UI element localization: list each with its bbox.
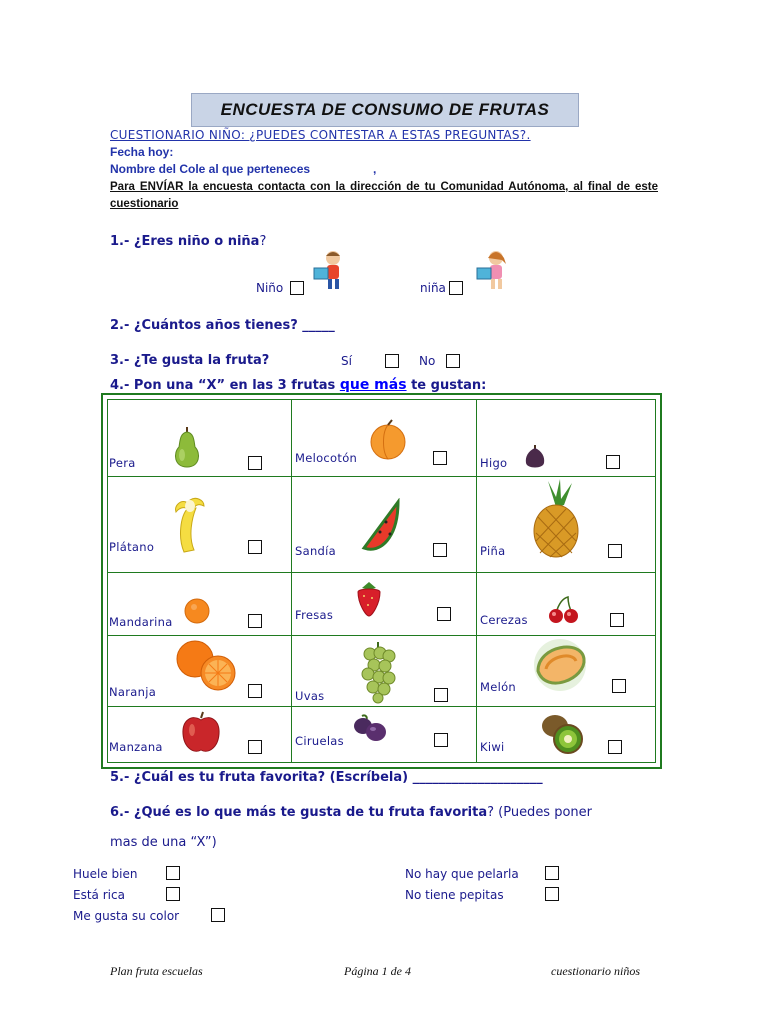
question-6-text: 6.- ¿Qué es lo que más te gusta de tu fruta favorita [110, 805, 488, 820]
option-girl-label: niña [420, 281, 446, 295]
option-pelar-checkbox[interactable] [545, 866, 559, 880]
plums-icon [352, 712, 388, 742]
option-girl-checkbox[interactable] [449, 281, 463, 295]
question-5: 5.- ¿Cuál es tu fruta favorita? (Escríbela) ____________________ [110, 770, 543, 785]
question-4-prefix: 4.- Pon una “X” en las 3 frutas [110, 378, 340, 393]
question-4-emphasis: que más [339, 377, 407, 393]
tangerine-icon [183, 597, 211, 625]
grid-hline [108, 572, 655, 573]
banana-icon [170, 494, 210, 556]
fruit-label-fresas: Fresas [295, 608, 334, 622]
cole-comma: , [373, 162, 377, 176]
question-1-mark: ? [259, 234, 267, 249]
option-boy-checkbox[interactable] [290, 281, 304, 295]
fruit-label-cerezas: Cerezas [480, 613, 528, 627]
question-6 [110, 805, 658, 820]
fruit-label-manzana: Manzana [109, 740, 163, 754]
fruit-label-melon: Melón [480, 680, 517, 694]
page-title: ENCUESTA DE CONSUMO DE FRUTAS [220, 100, 550, 119]
question-2: 2.- ¿Cuántos años tienes? _____ [110, 318, 335, 333]
fruit-checkbox-sandia[interactable] [433, 543, 447, 557]
watermelon-icon [360, 498, 404, 554]
option-color-label: Me gusta su color [73, 909, 180, 923]
footer-page-number: Página 1 de 4 [344, 964, 411, 978]
grid-vline [291, 400, 292, 762]
question-4-suffix: te gustan: [406, 378, 487, 393]
boy-icon [307, 248, 349, 292]
pineapple-icon [526, 477, 586, 559]
fig-icon [522, 443, 548, 471]
fruit-label-mandarina: Mandarina [109, 615, 173, 629]
option-pepitas-checkbox[interactable] [545, 887, 559, 901]
option-rica-checkbox[interactable] [166, 887, 180, 901]
option-yes-label: Sí [341, 354, 352, 368]
peach-icon [368, 418, 408, 462]
fruit-checkbox-platano[interactable] [248, 540, 262, 554]
fruit-checkbox-kiwi[interactable] [608, 740, 622, 754]
subtitle: CUESTIONARIO NIÑO: ¿PUEDES CONTESTAR A ESTAS PREGUNTAS?. [110, 128, 531, 142]
question-6-hint: ? (Puedes poner [487, 805, 593, 820]
cherries-icon [546, 595, 580, 625]
grid-hline [108, 706, 655, 707]
cole-label: Nombre del Cole al que perteneces [110, 162, 311, 176]
option-pelar-label: No hay que pelarla [405, 867, 519, 881]
option-color-checkbox[interactable] [211, 908, 225, 922]
fruit-checkbox-pera[interactable] [248, 456, 262, 470]
fecha-label: Fecha hoy: [110, 145, 174, 159]
fruit-label-sandia: Sandía [295, 544, 336, 558]
question-3: 3.- ¿Te gusta la fruta? [110, 353, 270, 368]
footer-left: Plan fruta escuelas [110, 964, 203, 978]
orange-icon [173, 637, 239, 693]
grid-vline [476, 400, 477, 762]
fruit-checkbox-ciruelas[interactable] [434, 733, 448, 747]
option-no-checkbox[interactable] [446, 354, 460, 368]
fruit-checkbox-melocoton[interactable] [433, 451, 447, 465]
fruit-checkbox-pina[interactable] [608, 544, 622, 558]
fruit-checkbox-naranja[interactable] [248, 684, 262, 698]
girl-icon [472, 248, 514, 292]
option-yes-checkbox[interactable] [385, 354, 399, 368]
fruit-label-naranja: Naranja [109, 685, 157, 699]
footer-right: cuestionario niños [551, 964, 640, 978]
fruit-checkbox-higo[interactable] [606, 455, 620, 469]
fruit-label-pera: Pera [109, 456, 136, 470]
option-huele-label: Huele bien [73, 867, 138, 881]
option-huele-checkbox[interactable] [166, 866, 180, 880]
apple-icon [180, 710, 222, 756]
fruit-label-platano: Plátano [109, 540, 155, 554]
fruit-label-higo: Higo [480, 456, 508, 470]
fruit-checkbox-mandarina[interactable] [248, 614, 262, 628]
question-1-text: 1.- ¿Eres niño o niña [110, 234, 260, 249]
fruit-label-pina: Piña [480, 544, 506, 558]
kiwi-icon [540, 712, 586, 754]
fruit-checkbox-melon[interactable] [612, 679, 626, 693]
fruit-checkbox-cerezas[interactable] [610, 613, 624, 627]
pear-icon [170, 423, 204, 469]
fruit-checkbox-fresas[interactable] [437, 607, 451, 621]
fruit-label-kiwi: Kiwi [480, 740, 505, 754]
envio-instructions: Para ENVÍAR la encuesta contacta con la dirección de tu Comunidad Autónoma, al final de este cuestionario [110, 181, 658, 210]
option-rica-label: Está rica [73, 888, 125, 902]
fruit-label-uvas: Uvas [295, 689, 325, 703]
fruit-checkbox-manzana[interactable] [248, 740, 262, 754]
fruit-checkbox-uvas[interactable] [434, 688, 448, 702]
grapes-icon [360, 640, 396, 704]
option-no-label: No [419, 354, 436, 368]
question-1 [110, 234, 266, 249]
fruit-label-ciruelas: Ciruelas [295, 734, 344, 748]
melon-icon [532, 635, 588, 693]
question-4 [110, 377, 486, 393]
option-boy-label: Niño [256, 281, 284, 295]
title-box [191, 93, 579, 127]
fruit-label-melocoton: Melocotón [295, 451, 358, 465]
strawberry-icon [354, 578, 384, 618]
question-6-hint-2: mas de una “X”) [110, 835, 217, 850]
option-pepitas-label: No tiene pepitas [405, 888, 504, 902]
